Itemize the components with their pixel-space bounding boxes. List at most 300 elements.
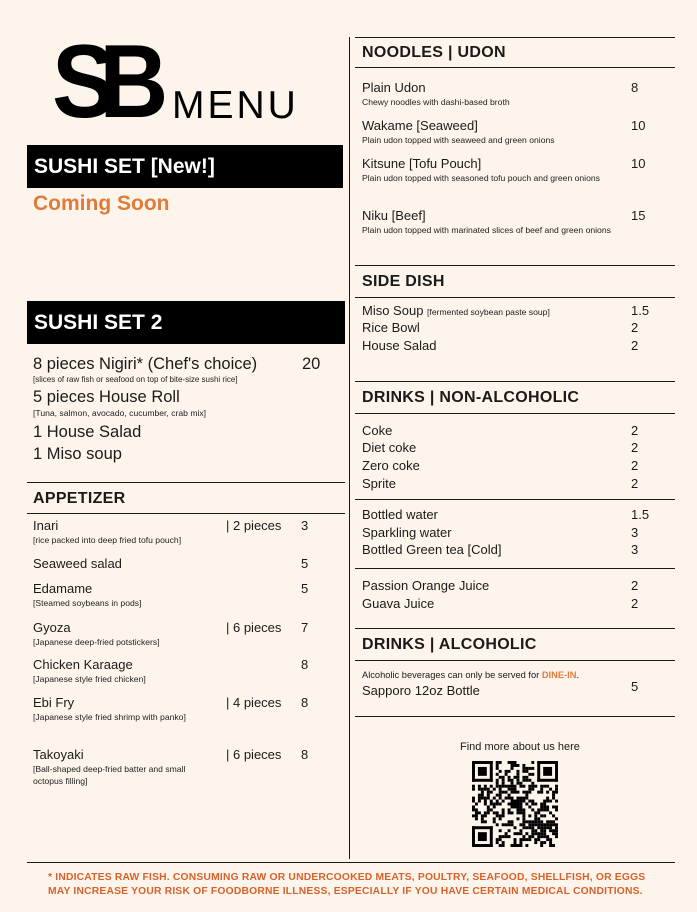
sushi-set-new-title: SUSHI SET [New!] [27, 145, 343, 188]
divider [355, 265, 675, 266]
drink-item-price: 2 [631, 458, 639, 473]
qr-module [484, 800, 487, 803]
drink-item-price: 2 [631, 440, 639, 455]
qr-module [505, 791, 508, 794]
appetizer-item-name: Takoyaki [33, 747, 84, 762]
qr-module [511, 800, 514, 803]
qr-module [478, 794, 481, 797]
qr-module [508, 823, 511, 826]
qr-module [505, 785, 508, 788]
qr-module [519, 782, 522, 785]
qr-module [534, 814, 537, 817]
qr-module [555, 826, 558, 829]
qr-module [549, 823, 552, 826]
qr-module [499, 829, 502, 832]
qr-module [499, 838, 502, 841]
qr-module [511, 820, 514, 823]
qr-module [496, 814, 499, 817]
qr-module [531, 823, 534, 826]
logo-mark: SB [52, 24, 152, 140]
qr-module [537, 832, 540, 835]
qr-module [543, 785, 546, 788]
qr-module [546, 785, 549, 788]
qr-module [472, 761, 475, 782]
qr-module [514, 776, 517, 779]
qr-module [525, 770, 528, 773]
qr-module [516, 791, 519, 794]
appetizer-item-price: 5 [301, 581, 309, 596]
side-dish-item [362, 303, 550, 320]
qr-module [531, 800, 534, 803]
qr-module [490, 803, 493, 806]
qr-module [502, 844, 505, 847]
qr-module [499, 770, 502, 773]
qr-module [516, 808, 519, 811]
qr-module [499, 788, 502, 791]
qr-module [549, 800, 552, 803]
qr-module [540, 808, 543, 811]
qr-module [502, 811, 505, 814]
qr-module [528, 773, 531, 776]
qr-module [549, 820, 552, 823]
qr-module [531, 835, 534, 838]
qr-module [487, 788, 490, 791]
qr-module [549, 829, 552, 832]
qr-module [522, 770, 525, 773]
qr-module [552, 823, 555, 826]
qr-module [555, 785, 558, 788]
drink-item-name: Sparkling water [362, 525, 452, 540]
qr-module [534, 838, 537, 841]
qr-module [502, 785, 505, 788]
coming-soon-label: Coming Soon [33, 192, 170, 215]
qr-module [546, 797, 549, 800]
qr-module [537, 791, 540, 794]
qr-module [519, 811, 522, 814]
qr-module [516, 782, 519, 785]
side-dish-price: 2 [631, 320, 639, 335]
qr-module [511, 811, 514, 814]
qr-module [525, 838, 528, 841]
qr-module [487, 794, 490, 797]
divider [355, 37, 675, 38]
qr-module [531, 808, 534, 811]
qr-module [540, 844, 543, 847]
qr-module [514, 832, 517, 835]
noodle-item-price: 10 [631, 156, 646, 171]
qr-module [540, 835, 543, 838]
qr-module [508, 788, 511, 791]
alcohol-item: Sapporo 12oz Bottle [362, 683, 480, 698]
qr-module [528, 835, 531, 838]
qr-module [537, 835, 540, 838]
divider [27, 482, 345, 483]
appetizer-item-price: 7 [301, 620, 309, 635]
qr-module [537, 811, 540, 814]
qr-module [499, 817, 502, 820]
qr-module [511, 791, 514, 794]
qr-module [478, 767, 487, 776]
qr-module [534, 820, 537, 823]
qr-module [537, 823, 540, 826]
qr-module [499, 803, 502, 806]
qr-module [496, 773, 499, 776]
qr-module [484, 788, 487, 791]
qr-module [496, 779, 499, 782]
qr-module [481, 814, 484, 817]
qr-module [531, 785, 534, 788]
appetizer-item-name: Ebi Fry [33, 695, 75, 710]
qr-module [496, 823, 499, 826]
qr-module [531, 829, 534, 832]
side-dish-price: 1.5 [631, 303, 650, 318]
noodle-item-desc: Plain udon topped with marinated slices of beef and green onions [362, 225, 611, 235]
alcohol-note-prefix: Alcoholic beverages can only be served for [362, 670, 542, 680]
qr-module [496, 761, 499, 764]
qr-module [528, 805, 531, 808]
qr-module [525, 767, 528, 770]
appetizer-item-desc: [rice packed into deep fried tofu pouch] [33, 535, 182, 545]
qr-module [534, 832, 537, 835]
qr-module [540, 791, 543, 794]
qr-module [514, 826, 517, 829]
qr-module [484, 820, 487, 823]
drink-item-name: Coke [362, 423, 393, 438]
drink-item-name: Passion Orange Juice [362, 578, 490, 593]
sushi-set-item: 1 House Salad [33, 423, 142, 441]
qr-module [528, 826, 531, 829]
qr-module [514, 841, 517, 844]
qr-module [555, 761, 558, 782]
divider [355, 716, 675, 717]
qr-module [508, 803, 511, 806]
qr-module [537, 817, 540, 820]
qr-module [534, 811, 537, 814]
qr-module [487, 805, 490, 808]
appetizer-item-desc: [Japanese style fried shrimp with panko] [33, 712, 186, 722]
noodle-item-desc: Chewy noodles with dashi-based broth [362, 97, 510, 107]
qr-module [499, 761, 502, 764]
qr-module [502, 782, 505, 785]
qr-module [511, 803, 514, 806]
qr-module [490, 808, 493, 811]
qr-module [484, 814, 487, 817]
divider [355, 413, 675, 414]
qr-module [499, 785, 502, 788]
side-dish-price: 2 [631, 338, 639, 353]
noodle-item-price: 8 [631, 80, 639, 95]
divider [355, 660, 675, 661]
qr-module [522, 776, 525, 779]
qr-module [502, 776, 505, 779]
qr-module [502, 841, 505, 844]
qr-module [519, 808, 522, 811]
qr-module [496, 782, 499, 785]
qr-module [540, 814, 543, 817]
qr-module [522, 797, 525, 800]
qr-module [472, 761, 493, 764]
qr-module [543, 805, 546, 808]
qr-module [496, 841, 499, 844]
qr-module [531, 788, 534, 791]
qr-module [481, 817, 484, 820]
qr-module [543, 767, 552, 776]
qr-module [552, 844, 555, 847]
qr-module [540, 803, 543, 806]
noodle-item-price: 10 [631, 118, 646, 133]
qr-module [516, 776, 519, 779]
qr-module [499, 844, 502, 847]
noodle-item-name: Niku [Beef] [362, 208, 426, 223]
qr-module [531, 782, 534, 785]
divider [27, 862, 675, 863]
qr-module [543, 814, 546, 817]
qr-module [475, 811, 478, 814]
drink-item-price: 3 [631, 525, 639, 540]
qr-module [540, 826, 543, 829]
qr-module [543, 826, 546, 829]
qr-module [549, 826, 552, 829]
side-dish-note: [fermented soybean paste soup] [427, 307, 550, 317]
qr-module [508, 776, 511, 779]
qr-module [525, 844, 528, 847]
drink-item-name: Sprite [362, 476, 396, 491]
qr-module [481, 794, 484, 797]
qr-module [502, 779, 505, 782]
qr-module [531, 832, 534, 835]
qr-module [522, 785, 525, 788]
qr-module [502, 823, 505, 826]
qr-module [511, 785, 514, 788]
divider [355, 628, 675, 629]
qr-module [514, 800, 517, 803]
qr-module [531, 803, 534, 806]
qr-module [522, 791, 525, 794]
qr-module [555, 808, 558, 811]
qr-module [540, 832, 543, 835]
qr-module [493, 788, 496, 791]
qr-module [499, 791, 502, 794]
qr-module [472, 800, 475, 803]
qr-module [519, 805, 522, 808]
qr-module [516, 803, 519, 806]
drink-item-price: 2 [631, 476, 639, 491]
divider [355, 568, 675, 569]
qr-module [499, 776, 502, 779]
appetizer-item-price: 5 [301, 556, 309, 571]
appetizer-item-name: Inari [33, 518, 59, 533]
qr-module [519, 800, 522, 803]
qr-module [549, 838, 552, 841]
drink-item-name: Diet coke [362, 440, 417, 455]
qr-module [481, 788, 484, 791]
footer-line-2: MAY INCREASE YOUR RISK OF FOODBORNE ILLNESS, ESPECIALLY IF YOU HAVE CERTAIN MEDICAL CONDITIONS. [48, 886, 643, 897]
qr-module [540, 805, 543, 808]
qr-module [502, 808, 505, 811]
qr-module [525, 832, 528, 835]
alcohol-note-suffix: . [576, 670, 580, 680]
qr-module [552, 791, 555, 794]
qr-module [516, 773, 519, 776]
divider [355, 297, 675, 298]
qr-module [522, 808, 525, 811]
qr-module [499, 797, 502, 800]
qr-module [516, 779, 519, 782]
qr-module [472, 788, 475, 791]
qr-module [546, 791, 549, 794]
alcohol-note [362, 670, 579, 680]
qr-module [522, 838, 525, 841]
qr-module [516, 832, 519, 835]
qr-module [522, 826, 525, 829]
qr-module [531, 773, 534, 776]
drink-item-price: 1.5 [631, 507, 650, 522]
qr-module [540, 785, 543, 788]
drink-item-price: 2 [631, 596, 639, 611]
qr-module [543, 800, 546, 803]
qr-module [514, 805, 517, 808]
qr-module [528, 791, 531, 794]
appetizer-item-desc: [Japanese deep-fried potstickers] [33, 637, 160, 647]
qr-module [537, 820, 540, 823]
qr-module [502, 835, 505, 838]
qr-module [496, 785, 499, 788]
sushi-set-2-title: SUSHI SET 2 [27, 301, 345, 344]
qr-module [505, 770, 508, 773]
qr-module [499, 814, 502, 817]
qr-module [472, 826, 493, 829]
appetizer-item-price: 8 [301, 657, 309, 672]
qr-module [540, 820, 543, 823]
qr-module [490, 785, 493, 788]
qr-module [534, 823, 537, 826]
qr-module [514, 844, 517, 847]
qr-module [528, 779, 531, 782]
qr-module [508, 811, 511, 814]
qr-module [555, 805, 558, 808]
qr-module [540, 823, 543, 826]
drink-item-price: 2 [631, 423, 639, 438]
qr-module [487, 811, 490, 814]
qr-module [505, 773, 508, 776]
qr-module [543, 841, 546, 844]
qr-module [508, 761, 511, 764]
qr-module [511, 782, 514, 785]
qr-module [522, 823, 525, 826]
qr-module [540, 829, 543, 832]
qr-module [534, 829, 537, 832]
qr-module [478, 788, 481, 791]
qr-code[interactable] [472, 761, 558, 847]
qr-module [516, 844, 519, 847]
qr-module [537, 761, 558, 764]
sushi-set-item: 5 pieces House Roll [33, 388, 180, 406]
noodle-item-desc: Plain udon topped with seaweed and green onions [362, 135, 555, 145]
noodle-item-name: Plain Udon [362, 80, 426, 95]
qr-module [525, 791, 528, 794]
qr-module [508, 797, 511, 800]
appetizer-title: APPETIZER [33, 490, 126, 507]
qr-module [472, 808, 475, 811]
qr-module [546, 808, 549, 811]
appetizer-item-desc: [Steamed soybeans in pods] [33, 598, 142, 608]
qr-module [511, 797, 514, 800]
qr-module [546, 805, 549, 808]
qr-module [493, 817, 496, 820]
qr-module [552, 805, 555, 808]
qr-module [496, 803, 499, 806]
qr-module [543, 803, 546, 806]
drink-item-price: 3 [631, 542, 639, 557]
qr-module [552, 797, 555, 800]
alcohol-price: 5 [631, 679, 639, 694]
qr-module [552, 832, 555, 835]
qr-module [519, 823, 522, 826]
qr-module [484, 785, 487, 788]
logo-word: MENU [172, 84, 299, 127]
qr-module [516, 797, 519, 800]
qr-module [519, 838, 522, 841]
qr-module [493, 805, 496, 808]
qr-module [531, 820, 534, 823]
divider [27, 513, 345, 514]
qr-module [531, 767, 534, 770]
qr-module [543, 835, 546, 838]
qr-module [525, 803, 528, 806]
appetizer-item-name: Chicken Karaage [33, 657, 133, 672]
qr-module [543, 832, 546, 835]
qr-module [511, 764, 514, 767]
qr-module [543, 808, 546, 811]
qr-module [511, 761, 514, 764]
qr-module [478, 832, 487, 841]
noodles-title: NOODLES | UDON [362, 44, 506, 61]
qr-caption: Find more about us here [460, 741, 580, 753]
qr-module [519, 832, 522, 835]
qr-module [534, 841, 537, 844]
qr-module [508, 794, 511, 797]
qr-module [508, 820, 511, 823]
dine-in-highlight: DINE-IN [541, 670, 577, 680]
qr-module [487, 797, 490, 800]
drink-item-name: Zero coke [362, 458, 420, 473]
qr-module [487, 808, 490, 811]
qr-module [546, 826, 549, 829]
qr-module [531, 761, 534, 764]
noodle-item-desc: Plain udon topped with seasoned tofu pouch and green onions [362, 173, 600, 183]
qr-module [472, 826, 475, 847]
noodle-item-name: Wakame [Seaweed] [362, 118, 478, 133]
qr-module [496, 838, 499, 841]
qr-module [511, 823, 514, 826]
qr-module [528, 814, 531, 817]
qr-module [478, 785, 481, 788]
qr-module [555, 829, 558, 832]
qr-module [540, 788, 543, 791]
qr-module [516, 805, 519, 808]
qr-module [537, 808, 540, 811]
qr-module [537, 761, 540, 782]
qr-module [508, 829, 511, 832]
qr-module [490, 791, 493, 794]
qr-module [472, 785, 475, 788]
qr-module [528, 785, 531, 788]
sushi-set-item: 1 Miso soup [33, 445, 122, 463]
qr-module [519, 803, 522, 806]
qr-module [555, 800, 558, 803]
appetizer-item-pieces: | 6 pieces [226, 620, 282, 635]
appetizer-item-desc: [Ball-shaped deep-fried batter and small octopus filling] [33, 764, 186, 786]
